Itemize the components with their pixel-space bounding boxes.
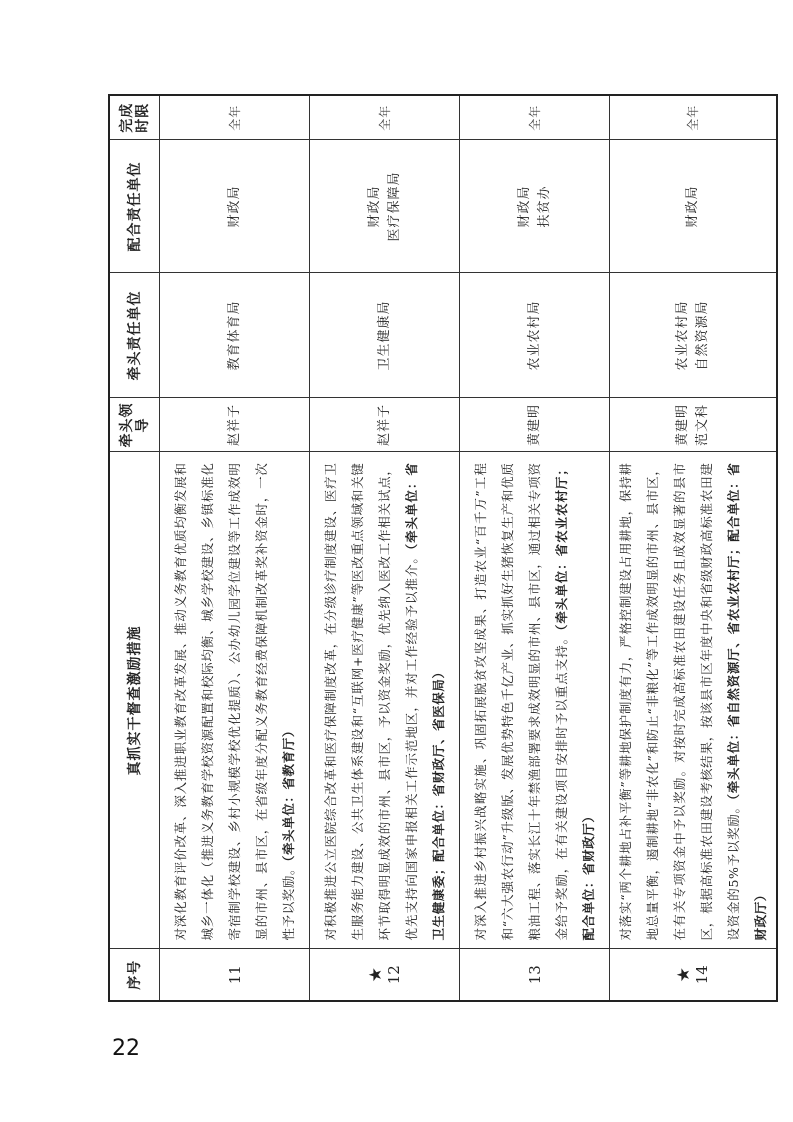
row-measure-cell [460, 452, 610, 949]
row-seq-number: 13 [525, 965, 544, 985]
measures-table [108, 94, 778, 1002]
row-lead-unit: 农业农村局 [675, 300, 690, 371]
row-lead-unit-cell [610, 273, 778, 398]
page-number: 22 [112, 1036, 140, 1061]
header-leader: 牵头领导 [109, 398, 160, 452]
table-body [160, 95, 778, 1001]
row-deadline: 全年 [460, 95, 610, 140]
row-seq-cell [310, 949, 460, 1001]
page-frame [108, 96, 768, 1002]
header-coop-unit: 配合责任单位 [109, 140, 160, 273]
row-seq-cell [610, 949, 778, 1001]
row-coop-unit: 财政局 [516, 185, 532, 228]
row-seq-number: 12 [384, 965, 403, 985]
table-header-row [109, 95, 160, 1001]
measure-responsible-units: （牵头单位：省教育厅） [281, 724, 296, 862]
row-lead-unit: 教育体育局 [226, 300, 242, 371]
row-coop-unit: 医疗保障局 [386, 171, 402, 242]
measure-text: 对深化教育评价改革、深入推进职业教育改革发展、推动义务教育优质均衡发展和城乡一体化（推进义务教育学校资源配置和校际均衡、城乡学校建设、乡镇标准化寄宿制学校建设、乡村小规模学校优化提质）、公办幼儿园学位建设等工作成效明显的市州、县市区，在省级年度分配义务教育经费保障机制改革奖补资金时，一次性予以奖励。 [173, 462, 296, 941]
table-row [310, 95, 460, 1001]
row-coop-unit: 财政局 [685, 185, 700, 228]
table-row [610, 95, 778, 1001]
row-leader-cell [610, 398, 778, 452]
row-coop-unit: 财政局 [366, 185, 382, 228]
header-lead-unit: 牵头责任单位 [109, 273, 160, 398]
row-seq-cell [460, 949, 610, 1001]
row-leader-cell [460, 398, 610, 452]
row-lead-unit-cell [460, 273, 610, 398]
header-deadline: 完成时限 [109, 95, 160, 140]
row-lead-unit: 自然资源局 [695, 300, 710, 371]
row-deadline: 全年 [310, 95, 460, 140]
row-leader: 黄建明 [526, 404, 542, 447]
row-measure-cell [160, 452, 310, 949]
measure-text: 对落实“两个耕地占补平衡”等耕地保护制度有力，严格控制建设占用耕地，保持耕地总量平衡，遏制耕地“非农化”和防止“非粮化”等工作成效明显的市州、县市区，在有关专项资金中予以奖励。对按时完成高标准农田建设任务且成效显著的县市区，根据高标准农田建设考核结果，按该县市区年度中央和省级财政高标准农田建设资金的5%予以奖励。 [618, 462, 741, 941]
rotated-table-wrapper [108, 96, 768, 1002]
measure-responsible-units: （牵头单位：省卫生健康委；配合单位：省财政厅、省医保局） [404, 462, 446, 941]
row-leader: 范文科 [695, 404, 710, 447]
star-icon: ★ [365, 967, 386, 983]
row-measure-cell [610, 452, 778, 949]
row-deadline: 全年 [160, 95, 310, 140]
row-deadline: 全年 [610, 95, 778, 140]
header-seq: 序号 [109, 949, 160, 1001]
row-lead-unit: 卫生健康局 [376, 300, 392, 371]
measure-responsible-units: （牵头单位：省自然资源厅、省农业农村厅；配合单位：省财政厅） [726, 462, 768, 941]
table-row [160, 95, 310, 1001]
measure-text: 对深入推进乡村振兴战略实施、巩固拓展脱贫攻坚成果、打造农业“百千万”工程和“六大强农行动”升级版、发展优势特色千亿产业、抓实抓好生猪恢复生产和优质粮油工程、落实长江十年禁渔部署要求成效明显的市州、县市区，通过相关专项资金给予奖励，在有关建设项目安排时予以重点支持。 [473, 462, 569, 941]
measure-text: 对积极推进公立医院综合改革和医疗保障制度改革，在分级诊疗制度建设、医疗卫生服务能力建设、公共卫生体系建设和“互联网+医疗健康”等医改重点领域和关键环节取得明显成效的市州、县市区，予以资金奖励，优先纳入医改工作相关试点，优先支持向国家申报相关工作示范地区，并对工作经验予以推介。 [323, 462, 419, 941]
row-coop-unit-cell [310, 140, 460, 273]
row-leader: 赵祥子 [376, 404, 392, 447]
star-icon: ★ [674, 967, 694, 983]
row-seq-number: 14 [693, 965, 711, 985]
row-coop-unit: 扶贫办 [536, 185, 552, 228]
header-measures: 真抓实干督查激励措施 [109, 452, 160, 949]
row-leader-cell [310, 398, 460, 452]
row-seq-number: 11 [225, 965, 244, 985]
row-lead-unit: 农业农村局 [526, 300, 542, 371]
row-coop-unit-cell [610, 140, 778, 273]
row-coop-unit-cell [460, 140, 610, 273]
row-coop-unit-cell [160, 140, 310, 273]
row-leader: 赵祥子 [226, 404, 242, 447]
row-coop-unit: 财政局 [226, 185, 242, 228]
row-lead-unit-cell [160, 273, 310, 398]
row-leader: 黄建明 [675, 404, 690, 447]
row-measure-cell [310, 452, 460, 949]
row-leader-cell [160, 398, 310, 452]
row-lead-unit-cell [310, 273, 460, 398]
measure-responsible-units: （牵头单位：省农业农村厅；配合单位：省财政厅） [554, 462, 596, 941]
table-row [460, 95, 610, 1001]
row-seq-cell [160, 949, 310, 1001]
